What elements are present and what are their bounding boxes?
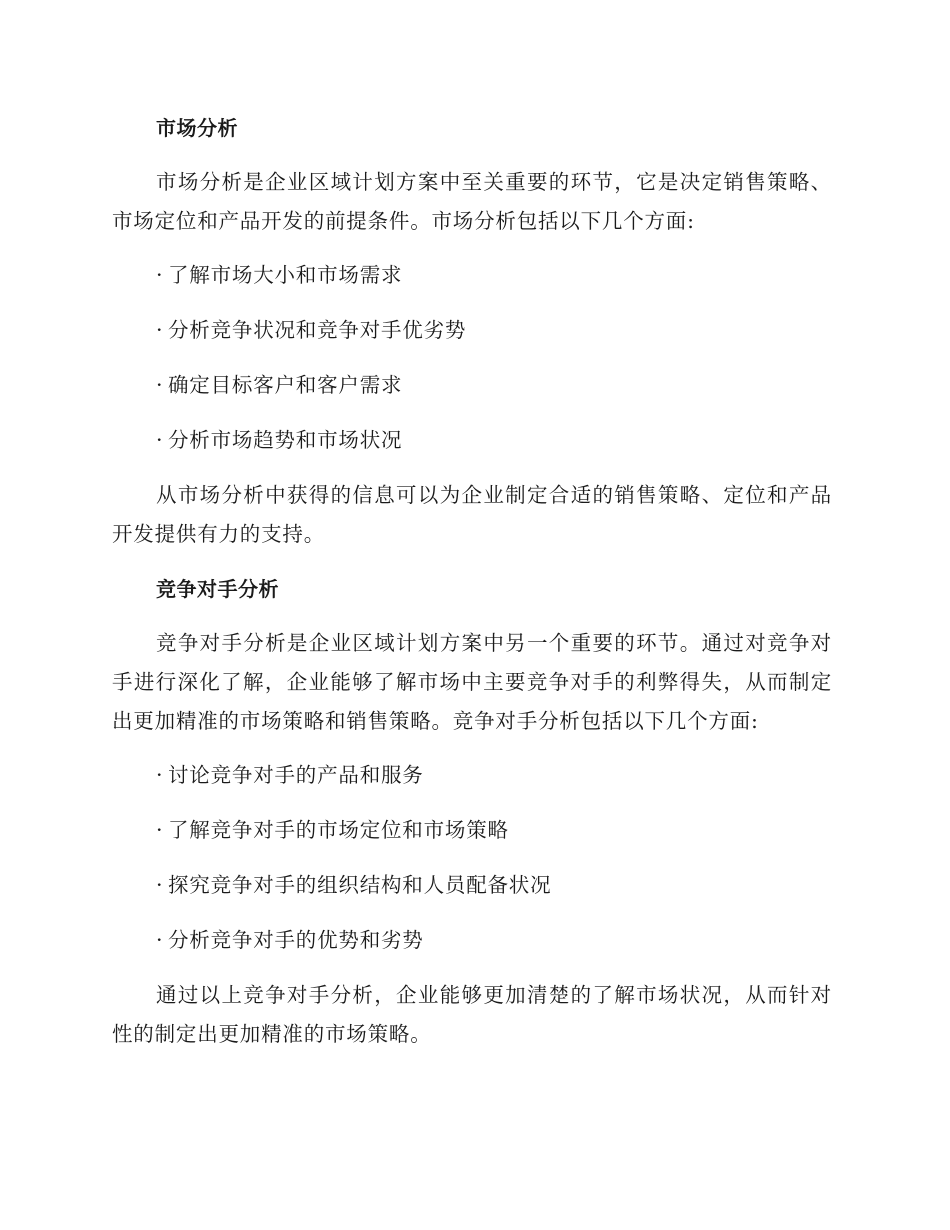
bullet-text: 讨论竞争对手的产品和服务 <box>168 763 424 787</box>
bullet-text: 分析市场趋势和市场状况 <box>168 428 403 452</box>
bullet-item <box>112 311 832 350</box>
bullet-item <box>112 811 832 850</box>
bullet-item <box>112 256 832 295</box>
bullet-dot-icon: · <box>156 818 164 842</box>
document-page <box>112 108 832 1069</box>
bullet-text: 分析竞争状况和竞争对手优劣势 <box>168 318 467 342</box>
section-conclusion-paragraph: 通过以上竞争对手分析，企业能够更加清楚的了解市场状况，从而针对性的制定出更加精准的市场策略。 <box>112 983 832 1046</box>
bullet-dot-icon: · <box>156 873 164 897</box>
section-heading: 竞争对手分析 <box>156 577 279 601</box>
bullet-text: 确定目标客户和客户需求 <box>168 373 403 397</box>
section-conclusion-paragraph: 从市场分析中获得的信息可以为企业制定合适的销售策略、定位和产品开发提供有力的支持。 <box>112 483 832 546</box>
bullet-text: 了解市场大小和市场需求 <box>168 263 403 287</box>
bullet-dot-icon: · <box>156 373 164 397</box>
bullet-item <box>112 921 832 960</box>
bullet-dot-icon: · <box>156 263 164 287</box>
bullet-item <box>112 756 832 795</box>
bullet-text: 了解竞争对手的市场定位和市场策略 <box>168 818 509 842</box>
section-heading: 市场分析 <box>156 116 238 140</box>
bullet-dot-icon: · <box>156 763 164 787</box>
bullet-dot-icon: · <box>156 428 164 452</box>
section-competitor-analysis <box>112 569 832 1054</box>
bullet-text: 探究竞争对手的组织结构和人员配备状况 <box>168 873 552 897</box>
bullet-item <box>112 866 832 905</box>
section-intro-paragraph: 竞争对手分析是企业区域计划方案中另一个重要的环节。通过对竞争对手进行深化了解，企业能够了解市场中主要竞争对手的利弊得失，从而制定出更加精准的市场策略和销售策略。竞争对手分析包括以下几个方面: <box>112 631 832 733</box>
bullet-dot-icon: · <box>156 318 164 342</box>
section-market-analysis <box>112 108 832 554</box>
bullet-item <box>112 421 832 460</box>
bullet-item <box>112 366 832 405</box>
section-intro-paragraph: 市场分析是企业区域计划方案中至关重要的环节，它是决定销售策略、市场定位和产品开发的前提条件。市场分析包括以下几个方面: <box>112 170 832 233</box>
bullet-text: 分析竞争对手的优势和劣势 <box>168 928 424 952</box>
bullet-dot-icon: · <box>156 928 164 952</box>
